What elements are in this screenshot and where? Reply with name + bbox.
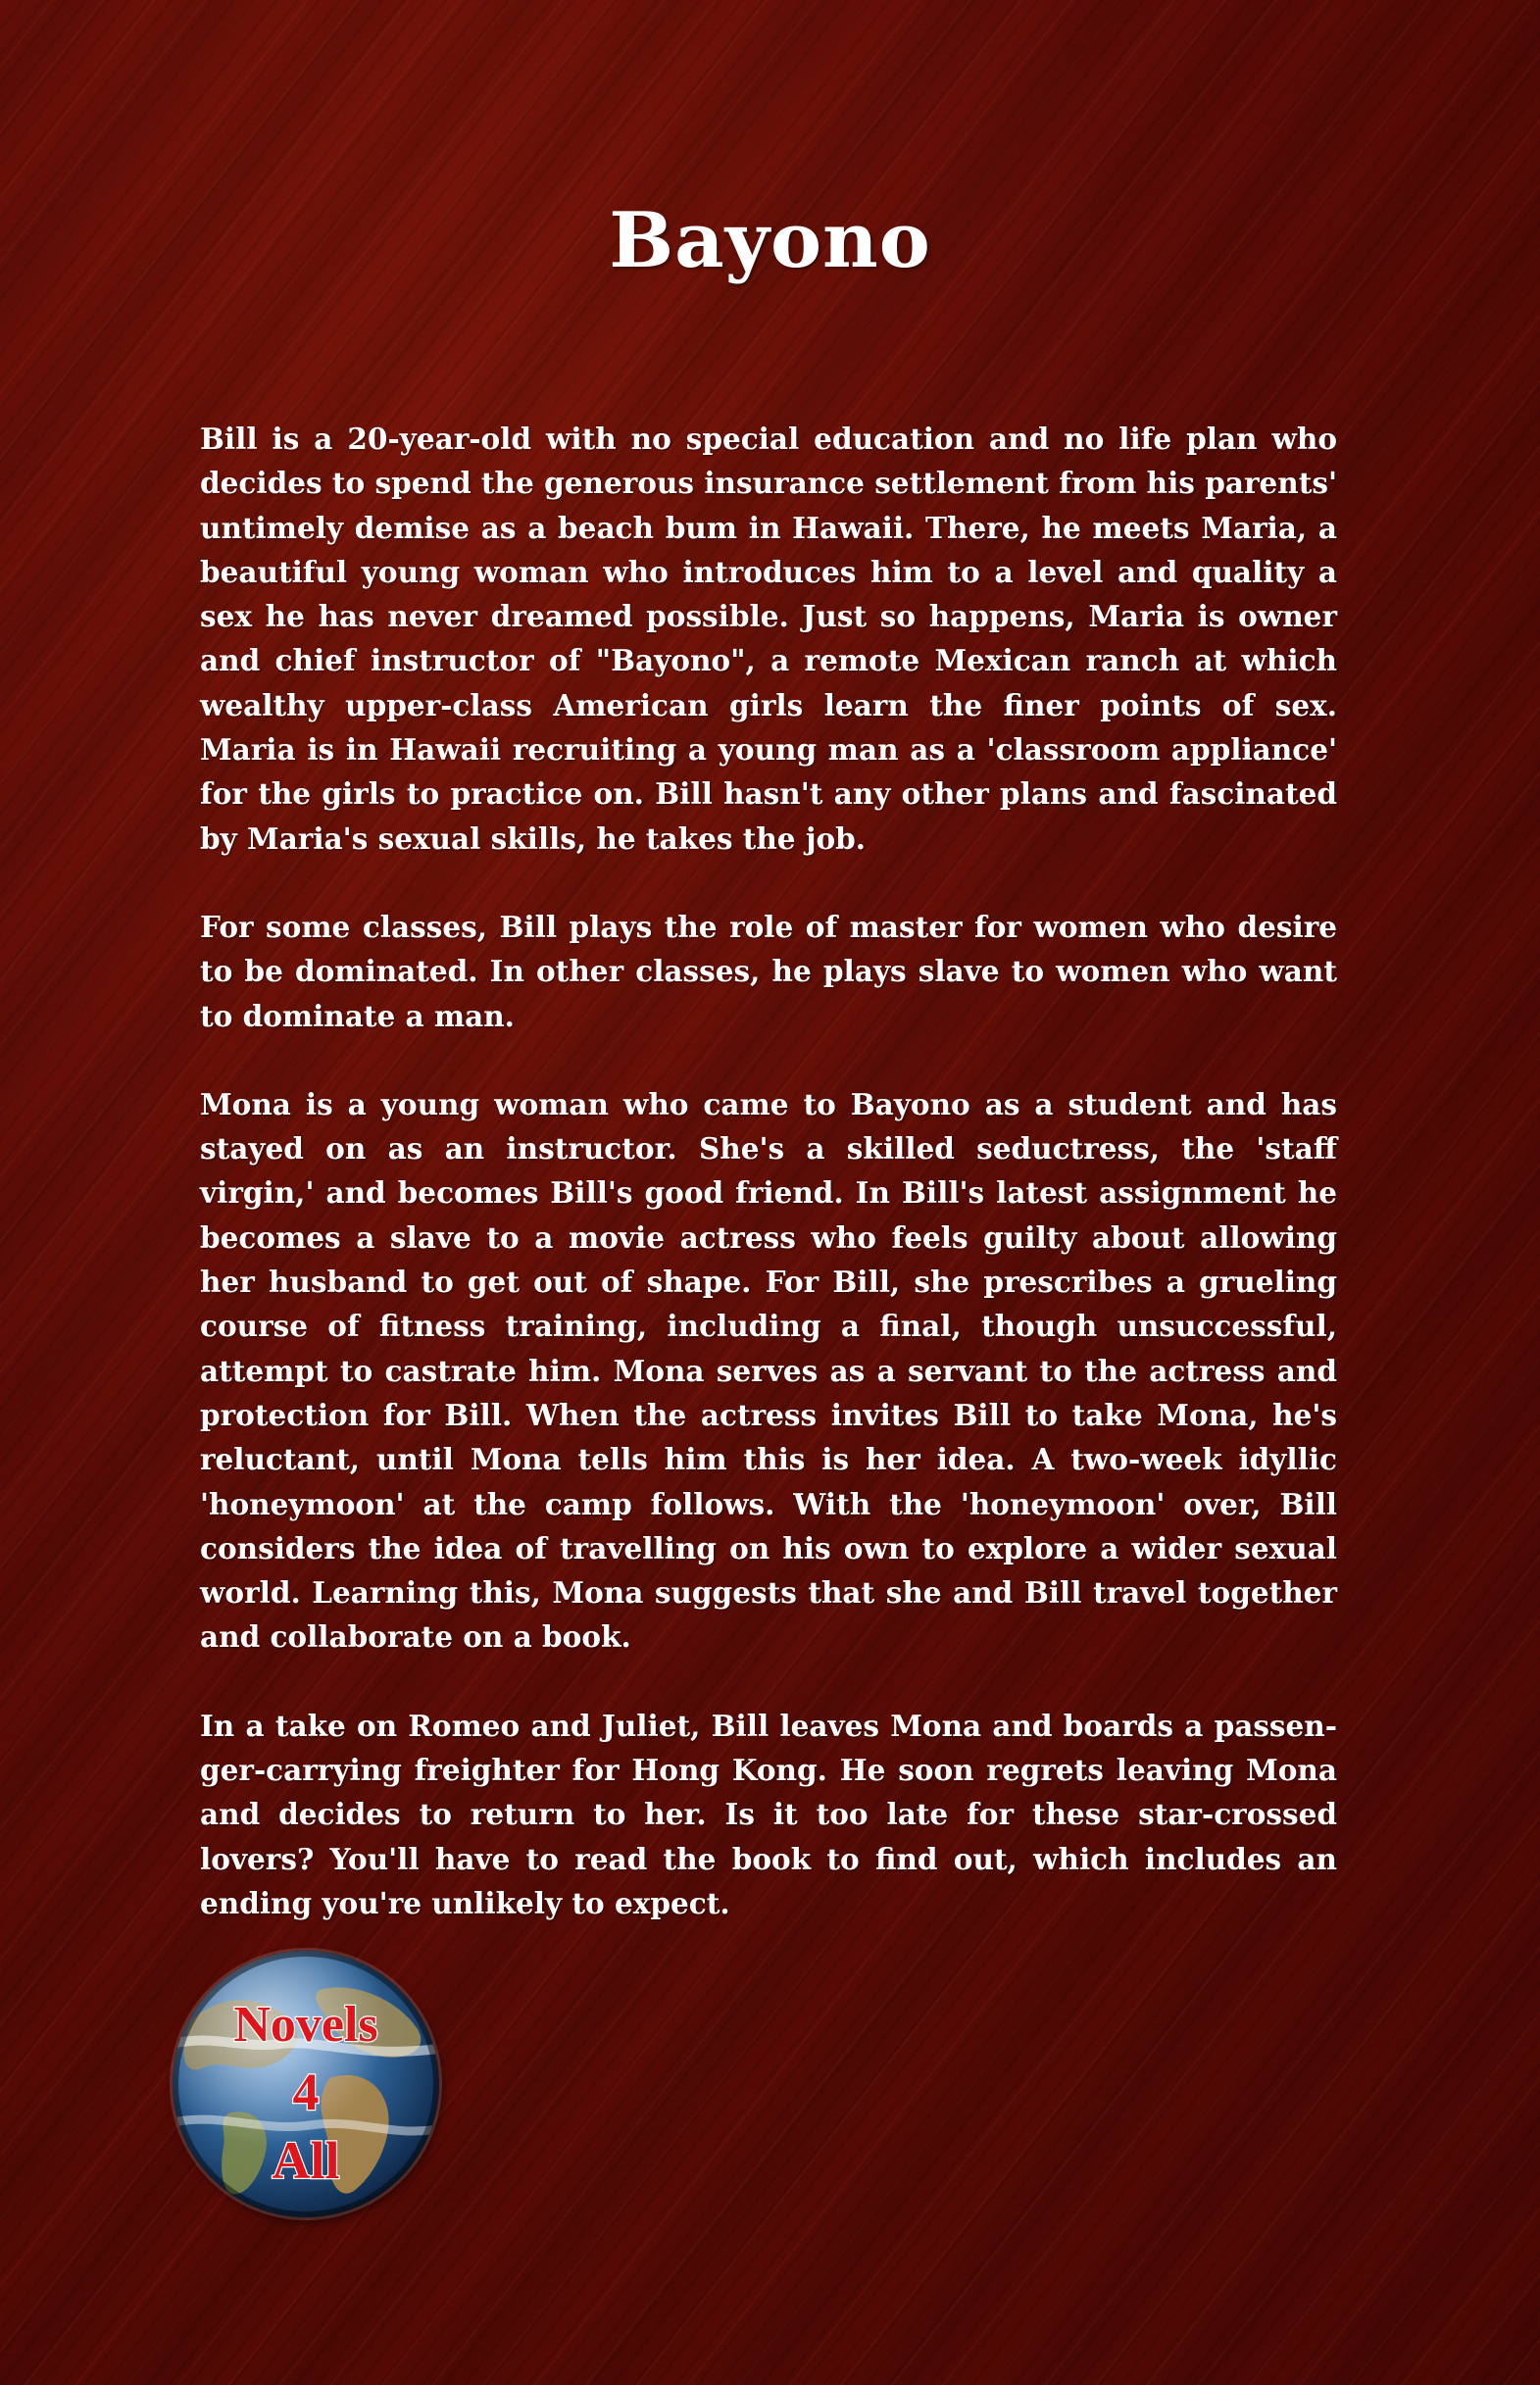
publisher-logo — [173, 1951, 439, 2217]
blurb-paragraph-3: Mona is a young woman who came to Bayono as a student and has stayed on as an instructor. She's a skilled seductress, the 'staff virgin,' and becomes Bill's good friend. In Bill's latest assignment he becomes a slave to a movie actress who feels guilty about allowing her husband to get out of shape. For Bill, she prescribes a grueling course of fitness training, including a final, though unsuccessful, attempt to castrate him. Mona serves as a servant to the actress and protection for Bill. When the actress invites Bill to take Mona, he's reluctant, until Mona tells him this is her idea. A two-week idyllic 'honeymoon' at the camp follows. With the 'honeymoon' over, Bill considers the idea of travelling on his own to explore a wider sexual world. Learning this, Mona suggests that she and Bill travel together and collaborate on a book. — [200, 1086, 1337, 1655]
book-blurb — [200, 417, 1337, 1969]
blurb-paragraph-1: Bill is a 20-year-old with no special education and no life plan who decides to spend the generous insurance settlement from his parents' untimely demise as a beach bum in Hawaii. There, he meets Maria, a beautiful young woman who introduces him to a level and quality a sex he has never dreamed possible. Just so happens, Maria is owner and chief instructor of "Bayono", a remote Mexican ranch at which wealthy upper-class American girls learn the finer points of sex. Maria is in Hawaii recruiting a young man as a 'classroom appliance' for the girls to practice on. Bill hasn't any other plans and fascinated by Maria's sexual skills, he takes the job. — [200, 422, 1337, 856]
logo-text-novels: Novels — [233, 1997, 378, 2053]
blurb-paragraph-4: In a take on Romeo and Juliet, Bill leaves Mona and boards a passenger-carrying freighter for Hong Kong. He soon regrets leaving Mona and decides to return to her. Is it too late for these star-crossed lovers? You'll have to read the book to find out, which includes an ending you're unlikely to expect. — [200, 1708, 1337, 1920]
globe-logo-icon — [173, 1951, 439, 2217]
logo-text-four: 4 — [292, 2062, 320, 2121]
book-title: Bayono — [609, 196, 931, 285]
logo-text-all: All — [272, 2131, 340, 2190]
blurb-paragraph-2: For some classes, Bill plays the role of master for women who desire to be dominated. In other classes, he plays slave to women who want to dominate a man. — [200, 909, 1337, 1033]
